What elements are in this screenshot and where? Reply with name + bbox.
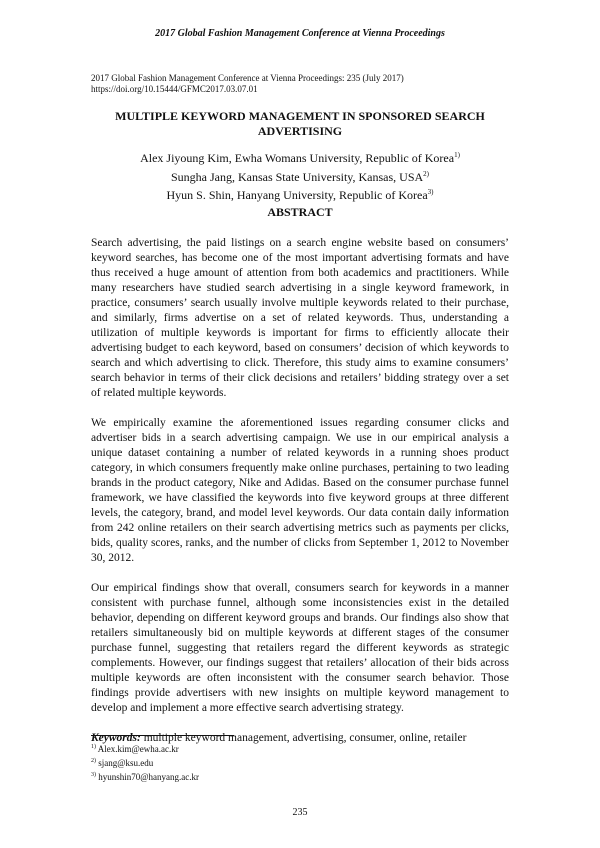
doi-link[interactable]: https://doi.org/10.15444/GFMC2017.03.07.01 [91,84,258,94]
keywords-text: multiple keyword management, advertising, consumer, online, retailer [140,732,467,744]
footnote: $^{3)}$ hyunshin70@hanyang.ac.kr [91,772,200,782]
footnote: $^{2)}$ sjang@ksu.edu [91,758,154,768]
abstract-body [91,236,509,761]
abstract-paragraph: Our empirical findings show that overall, consumers search for keywords in a manner consistent with purchase funnel, although some inconsistencies exist in the detailed behavior, depending on different keyword groups and brands. Our findings also show that retailers simultaneously bid on multiple keywords at different stages of the consumer purchase funnel, suggesting that retailers regard the different keywords as strategic complements. However, our findings suggest that retailers’ allocation of their bids across multiple keywords are often inconsistent with the consumer search behavior. Those findings provide advertisers with new insights on multiple keyword management to develop and implement a more effective search advertising strategy. [91,582,509,714]
citation-block [91,73,511,95]
keywords-label: Keywords: [91,732,141,744]
footnote-email[interactable]: hyunshin70@hanyang.ac.kr [98,772,200,782]
footnote: $^{1)}$ Alex.kim@ewha.ac.kr [91,744,179,754]
paper-title: MULTIPLE KEYWORD MANAGEMENT IN SPONSORED SEARCH ADVERTISING [115,109,485,138]
footnote-divider [91,735,234,736]
footnote-mark: 2) [423,169,430,178]
abstract-heading: ABSTRACT [267,205,333,219]
footnotes [91,741,391,783]
abstract-paragraph: Search advertising, the paid listings on a search engine website based on consumers’ keyword searches, has become one of the most important advertising formats and have thus received a huge amount of attention from both academics and practitioners. While many researchers have studied search advertising in a single keyword framework, in practice, consumers’ search usually involve multiple keywords related to their purchase, and similarly, firms advertise on a set of related keywords. Thus, understanding a utilization of multiple keywords is important for firms to efficiently allocate their advertising budget to each keyword, based on consumers’ decision of which keywords to search and which advertising to click. Therefore, this study aims to examine consumers’ search behavior in terms of their click decisions and retailers’ bidding strategy over a set of related multiple keywords. [91,237,509,399]
abstract-paragraph: We empirically examine the aforementioned issues regarding consumer clicks and advertiser bids in a search advertising campaign. We use in our empirical analysis a unique dataset containing a number of related keywords in a running shoes product category, in which consumers frequently make online purchases, pertaining to two leading brands in the product category, Nike and Adidas. Based on the consumer purchase funnel framework, we have classified the keywords into five keyword groups at three different levels, the category, brand, and model level keywords. Our data contain daily information from 242 online retailers on their search advertising metrics such as payments per clicks, bids, quality scores, ranks, and the number of clicks from September 1, 2012 to November 30, 2012. [91,417,509,564]
running-header: 2017 Global Fashion Management Conference at Vienna Proceedings [155,28,445,39]
page-number: 235 [292,807,308,818]
author-line: Alex Jiyoung Kim, Ewha Womans University, Republic of Korea$^{1)}$ [140,151,460,165]
footnote-email[interactable]: sjang@ksu.edu [98,758,154,768]
citation-line: 2017 Global Fashion Management Conference at Vienna Proceedings: 235 (July 2017) [91,73,404,83]
footnote-email[interactable]: Alex.kim@ewha.ac.kr [97,744,179,754]
footnote-mark: 1) [454,151,460,159]
author-line: Sungha Jang, Kansas State University, Kansas, USA$^{2)}$ [170,169,430,184]
author-list [91,148,509,204]
footnote-mark: 3) [427,188,434,196]
author-line: Hyun S. Shin, Hanyang University, Republic of Korea$^{3)}$ [166,188,434,202]
